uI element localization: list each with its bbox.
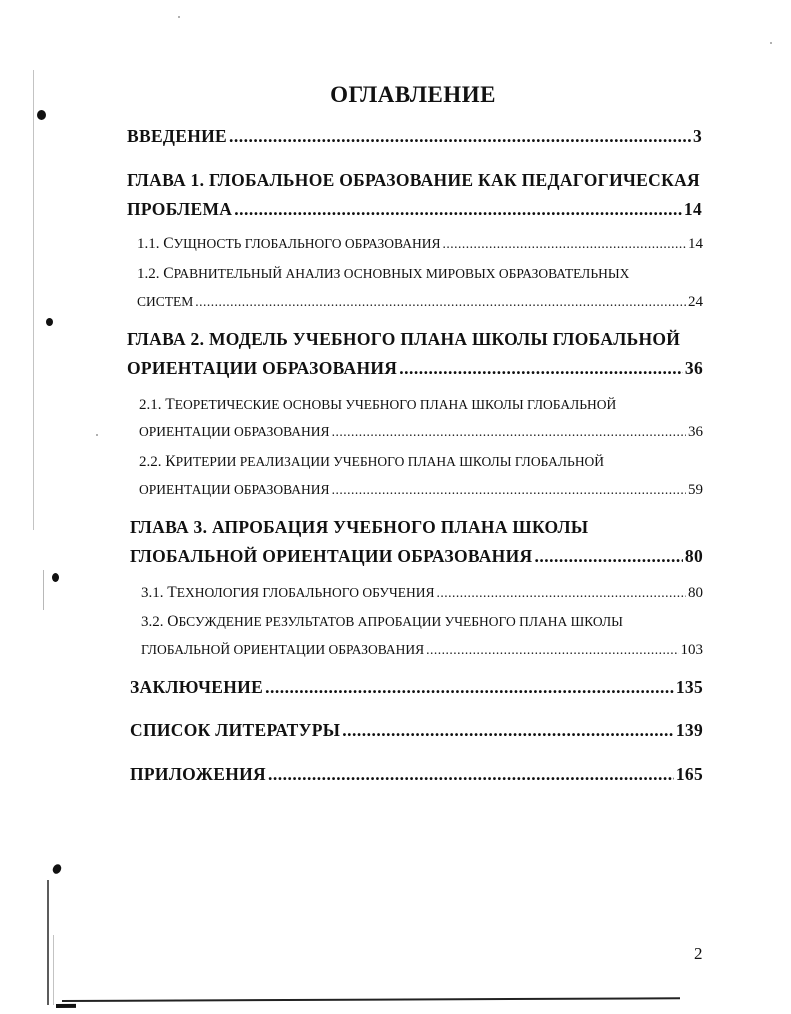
toc-section-3-2-line1: 3.2. ОБСУЖДЕНИЕ РЕЗУЛЬТАТОВ АПРОБАЦИИ УЧЕБНОГО ПЛАНА ШКОЛЫ [141, 613, 623, 630]
toc-entry-section-3-2[interactable] [141, 642, 703, 659]
toc-section-2-1-line1: 2.1. ТЕОРЕТИЧЕСКИЕ ОСНОВЫ УЧЕБНОГО ПЛАНА ШКОЛЫ ГЛОБАЛЬНОЙ [139, 396, 617, 413]
scan-bottom-rule [62, 997, 680, 1002]
scan-speck [770, 42, 772, 44]
dot-leader [195, 294, 686, 310]
toc-entry-label: ГЛОБАЛЬНОЙ ОРИЕНТАЦИИ ОБРАЗОВАНИЯ [141, 642, 425, 657]
toc-page-number: 135 [675, 677, 703, 697]
toc-entry-label: ПРИЛОЖЕНИЯ [130, 764, 266, 784]
toc-page-number: 103 [680, 642, 703, 658]
toc-page-number: 14 [683, 199, 702, 219]
toc-section-2-2-line1: 2.2. КРИТЕРИИ РЕАЛИЗАЦИИ УЧЕБНОГО ПЛАНА ШКОЛЫ ГЛОБАЛЬНОЙ [139, 453, 605, 470]
toc-entry-label: ОРИЕНТАЦИИ ОБРАЗОВАНИЯ [139, 424, 330, 439]
dot-leader [229, 126, 691, 147]
page-title: ОГЛАВЛЕНИЕ [330, 82, 496, 107]
scan-edge-line [53, 935, 54, 1005]
dot-leader [342, 720, 674, 741]
punch-hole-mark [52, 573, 59, 582]
toc-entry-section-2-2[interactable] [139, 482, 703, 499]
dot-leader [426, 642, 678, 658]
toc-chapter-2-line1: ГЛАВА 2. МОДЕЛЬ УЧЕБНОГО ПЛАНА ШКОЛЫ ГЛОБАЛЬНОЙ [127, 329, 681, 349]
dot-leader [332, 482, 686, 498]
punch-hole-mark [46, 318, 53, 326]
scan-edge-line [43, 570, 44, 610]
toc-entry-label: 1.1. СУЩНОСТЬ ГЛОБАЛЬНОГО ОБРАЗОВАНИЯ [137, 235, 441, 252]
toc-entry-label: 3.1. ТЕХНОЛОГИЯ ГЛОБАЛЬНОГО ОБУЧЕНИЯ [141, 584, 435, 601]
toc-entry-label: ОРИЕНТАЦИИ ОБРАЗОВАНИЯ [139, 482, 330, 497]
toc-entry-label: ЗАКЛЮЧЕНИЕ [130, 677, 264, 697]
toc-entry-section-1-1[interactable] [137, 235, 703, 253]
scan-bottom-mark [56, 1004, 76, 1008]
toc-entry-section-3-1[interactable] [141, 584, 703, 602]
toc-page-number: 165 [675, 764, 703, 784]
dot-leader [265, 677, 674, 698]
dot-leader [332, 424, 686, 440]
toc-page-number: 3 [692, 126, 702, 146]
toc-entry-section-1-2[interactable] [137, 294, 703, 311]
page-number: 2 [694, 944, 703, 963]
toc-entry-label: ОРИЕНТАЦИИ ОБРАЗОВАНИЯ [127, 358, 398, 378]
punch-hole-mark [51, 863, 63, 876]
toc-chapter-1-line1: ГЛАВА 1. ГЛОБАЛЬНОЕ ОБРАЗОВАНИЕ КАК ПЕДАГОГИЧЕСКАЯ [127, 170, 700, 190]
toc-page-number: 36 [684, 358, 703, 378]
scan-speck [96, 434, 98, 436]
scan-edge-line [33, 70, 34, 530]
dot-leader [442, 236, 686, 252]
toc-chapter-3-line1: ГЛАВА 3. АПРОБАЦИЯ УЧЕБНОГО ПЛАНА ШКОЛЫ [130, 517, 589, 537]
dot-leader [268, 764, 674, 785]
toc-entry-references[interactable] [130, 720, 703, 741]
toc-entry-conclusion[interactable] [130, 677, 703, 698]
dot-leader [437, 585, 686, 601]
toc-page-number: 36 [688, 424, 703, 440]
toc-page-number: 139 [675, 720, 703, 740]
toc-page-number: 80 [684, 546, 703, 566]
toc-entry-label: ПРОБЛЕМА [127, 199, 233, 219]
toc-page-number: 59 [688, 482, 703, 498]
toc-entry-intro[interactable] [127, 126, 702, 147]
toc-entry-label: ВВЕДЕНИЕ [127, 126, 228, 146]
toc-page-number: 24 [688, 294, 703, 310]
dot-leader [234, 199, 682, 220]
toc-entry-label: ГЛОБАЛЬНОЙ ОРИЕНТАЦИИ ОБРАЗОВАНИЯ [130, 546, 533, 566]
toc-page-number: 80 [688, 585, 703, 601]
scan-speck [178, 16, 180, 18]
toc-entry-chapter-1[interactable] [127, 199, 702, 220]
dot-leader [534, 546, 682, 567]
toc-entry-section-2-1[interactable] [139, 424, 703, 441]
toc-section-1-2-line1: 1.2. СРАВНИТЕЛЬНЫЙ АНАЛИЗ ОСНОВНЫХ МИРОВЫХ ОБРАЗОВАТЕЛЬНЫХ [137, 265, 630, 282]
toc-page-number: 14 [688, 236, 703, 252]
dot-leader [399, 358, 683, 379]
toc-entry-label: СПИСОК ЛИТЕРАТУРЫ [130, 720, 341, 740]
toc-entry-chapter-3[interactable] [130, 546, 703, 567]
toc-entry-chapter-2[interactable] [127, 358, 703, 379]
toc-entry-appendix[interactable] [130, 764, 703, 785]
punch-hole-mark [37, 110, 46, 120]
toc-entry-label: СИСТЕМ [137, 294, 194, 309]
scan-edge-line [47, 880, 49, 1005]
